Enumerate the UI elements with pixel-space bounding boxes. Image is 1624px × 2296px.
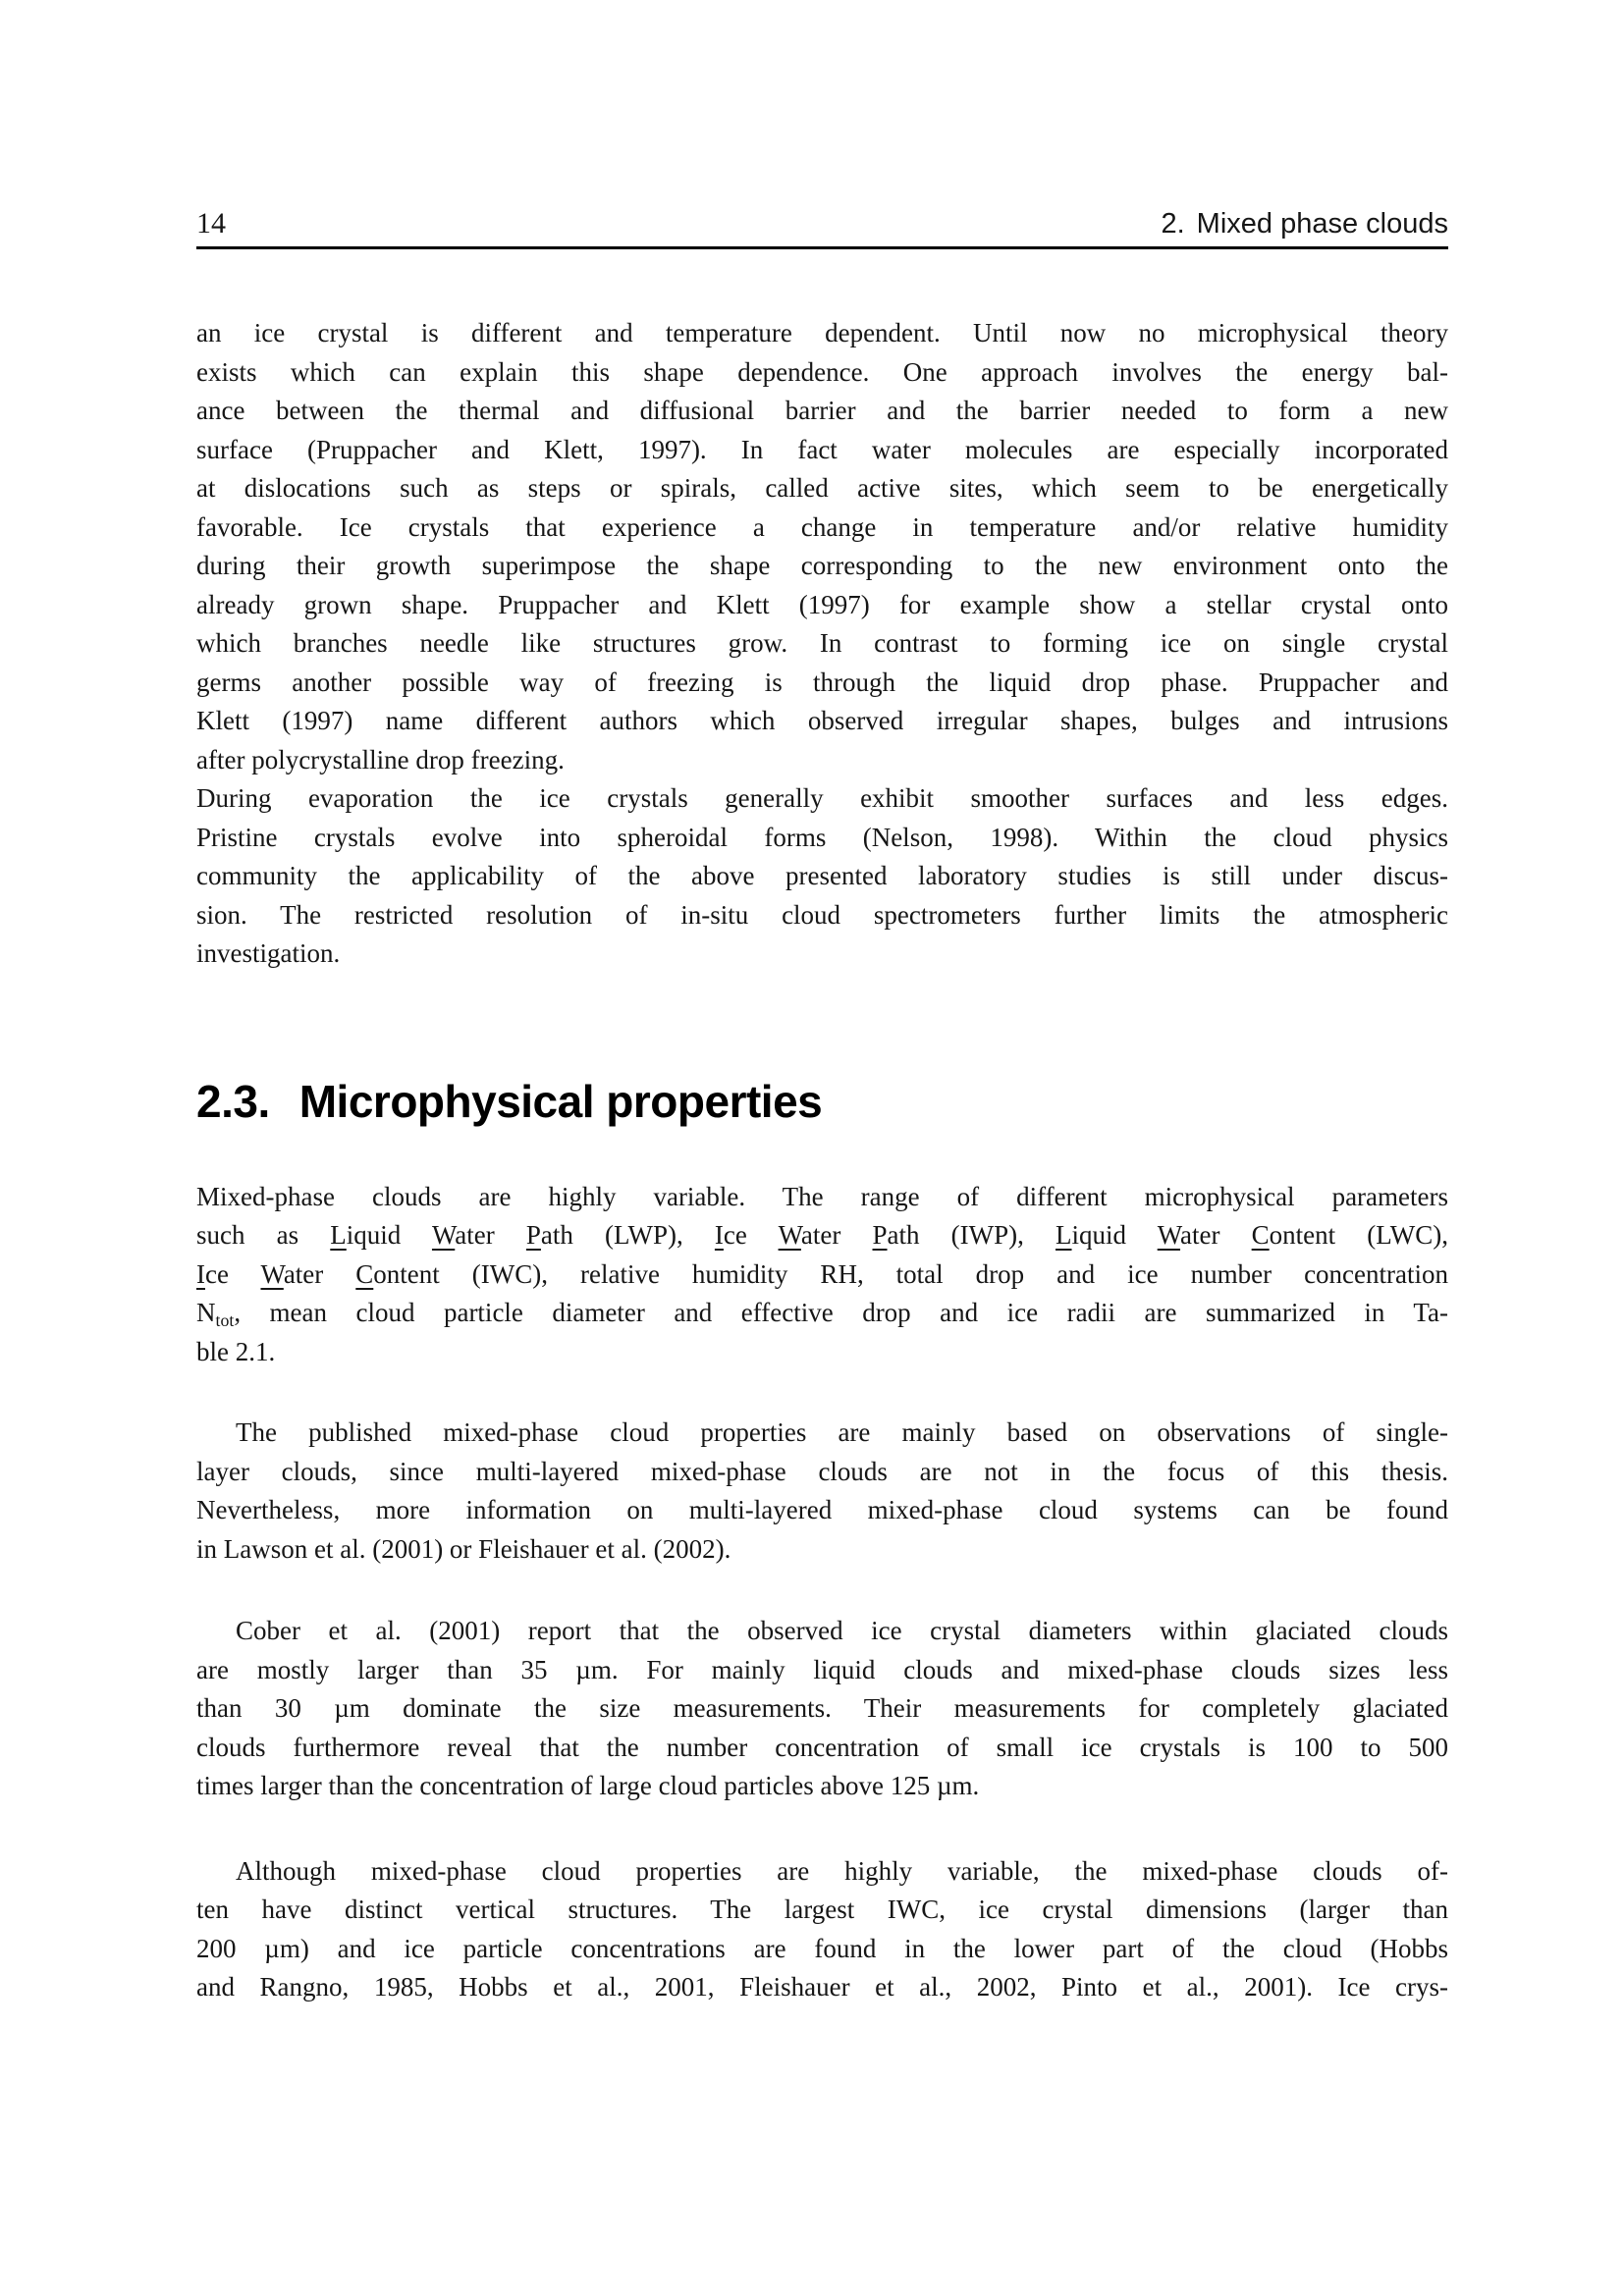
underlined-letter: L xyxy=(330,1220,347,1250)
text-line: Nevertheless, more information on multi-layered mixed-phase cloud systems can be found xyxy=(196,1495,1448,1524)
underlined-letter: P xyxy=(525,1220,541,1250)
section-number: 2.3. xyxy=(196,1075,270,1127)
text-line: which branches needle like structures grow. In contrast to forming ice on single crystal xyxy=(196,628,1448,658)
text-line: at dislocations such as steps or spirals, called active sites, which seem to be energetically xyxy=(196,473,1448,503)
text-line: sion. The restricted resolution of in-situ cloud spectrometers further limits the atmospheric xyxy=(196,899,1448,930)
text-line: surface (Pruppacher and Klett, 1997). In fact water molecules are especially incorporated xyxy=(196,434,1448,464)
text-line: during their growth superimpose the shape corresponding to the new environment onto the xyxy=(196,551,1448,580)
page-header xyxy=(196,206,1448,241)
text-line: Although mixed-phase cloud properties are highly variable, the mixed-phase clouds of- xyxy=(236,1855,1448,1886)
text-line: Ice Water Content (IWC), relative humidity RH, total drop and ice number concentration xyxy=(196,1258,1448,1289)
paragraph-microphysical-parameters xyxy=(196,1178,1448,1372)
paragraph-cober-report xyxy=(196,1612,1448,1806)
section-heading xyxy=(196,1072,1448,1131)
text-line: than 30 µm dominate the size measurements. Their measurements for completely glaciated xyxy=(196,1693,1448,1723)
chapter-title: Mixed phase clouds xyxy=(1196,208,1448,240)
paragraph-evaporation xyxy=(196,779,1448,974)
text-line: During evaporation the ice crystals generally exhibit smoother surfaces and less edges. xyxy=(196,783,1448,813)
text-line: ten have distinct vertical structures. The largest IWC, ice crystal dimensions (larger than xyxy=(196,1895,1448,1924)
text-line: Pristine crystals evolve into spheroidal forms (Nelson, 1998). Within the cloud physics xyxy=(196,822,1448,852)
chapter-number: 2. xyxy=(1161,208,1185,240)
header-rule xyxy=(196,246,1448,249)
text-line: community the applicability of the above presented laboratory studies is still under discus- xyxy=(196,861,1448,890)
text-line: are mostly larger than 35 µm. For mainly liquid clouds and mixed-phase clouds sizes less xyxy=(196,1654,1448,1684)
underlined-letter: C xyxy=(1251,1220,1270,1250)
text-line: investigation. xyxy=(196,938,341,968)
paragraph-vertical-structures xyxy=(196,1852,1448,2007)
text-line: ance between the thermal and diffusional barrier and the barrier needed to form a new xyxy=(196,396,1448,425)
text-line: ble 2.1. xyxy=(196,1336,276,1366)
underlined-letter: W xyxy=(431,1220,456,1250)
text-line: Mixed-phase clouds are highly variable. The range of different microphysical parameters xyxy=(196,1181,1448,1211)
text-line: already grown shape. Pruppacher and Klett (1997) for example show a stellar crystal onto xyxy=(196,589,1448,619)
text-line: and Rangno, 1985, Hobbs et al., 2001, Fleishauer et al., 2002, Pinto et al., 2001). Ice crys- xyxy=(196,1972,1448,2002)
underlined-letter: C xyxy=(355,1258,374,1289)
paragraph-published-properties xyxy=(196,1414,1448,1569)
text-line: an ice crystal is different and temperature dependent. Until now no microphysical theory xyxy=(196,318,1448,347)
underlined-letter: W xyxy=(778,1220,801,1250)
page-number: 14 xyxy=(196,207,226,240)
underlined-letter: P xyxy=(872,1220,888,1250)
text-line: after polycrystalline drop freezing. xyxy=(196,744,565,774)
subscript-text: tot xyxy=(215,1309,235,1330)
underlined-letter: W xyxy=(1157,1220,1181,1250)
text-line: clouds furthermore reveal that the number concentration of small ice crystals is 100 to 500 xyxy=(196,1732,1448,1762)
text-line: favorable. Ice crystals that experience a change in temperature and/or relative humidity xyxy=(196,511,1448,542)
text-line: 200 µm) and ice particle concentrations are found in the lower part of the cloud (Hobbs xyxy=(196,1933,1448,1963)
text-line: such as Liquid Water Path (LWP), Ice Water Path (IWP), Liquid Water Content (LWC), xyxy=(196,1220,1448,1250)
text-line: germs another possible way of freezing is through the liquid drop phase. Pruppacher and xyxy=(196,667,1448,697)
paragraph-crystal-shape xyxy=(196,314,1448,779)
text-line: The published mixed-phase cloud properties are mainly based on observations of single- xyxy=(236,1417,1448,1447)
text-line: layer clouds, since multi-layered mixed-phase clouds are not in the focus of this thesis. xyxy=(196,1456,1448,1486)
text-line: Cober et al. (2001) report that the observed ice crystal diameters within glaciated clouds xyxy=(236,1616,1448,1645)
running-head xyxy=(1161,206,1448,241)
section-title: Microphysical properties xyxy=(298,1075,823,1127)
text-line: in Lawson et al. (2001) or Fleishauer et al. (2002). xyxy=(196,1533,731,1564)
underlined-letter: L xyxy=(1056,1220,1072,1250)
text-line: exists which can explain this shape dependence. One approach involves the energy bal- xyxy=(196,356,1448,387)
underlined-letter: I xyxy=(714,1220,724,1250)
text-line: Klett (1997) name different authors which observed irregular shapes, bulges and intrusions xyxy=(196,706,1448,735)
underlined-letter: W xyxy=(260,1258,284,1289)
text-line: times larger than the concentration of large cloud particles above 125 µm. xyxy=(196,1771,980,1800)
underlined-letter: I xyxy=(196,1258,205,1289)
text-line: $N_{tot}$, mean cloud particle diameter and effective drop and ice radii are summarized in Ta- xyxy=(196,1298,1448,1330)
